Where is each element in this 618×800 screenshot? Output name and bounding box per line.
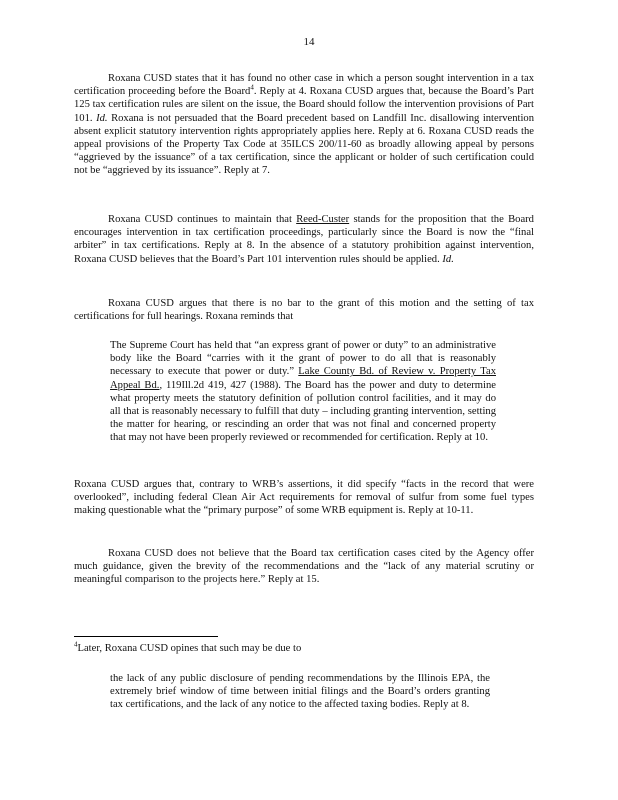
footnote-quote: the lack of any public disclosure of pending recommendations by the Illinois EPA, the extremely brief window of time between initial filings and the Board’s orders granting tax certifications, and the lack of any notice to the affected taxing bodies. Reply at 8. [110,673,490,711]
footnote-marker: 4 [74,640,78,649]
paragraph-text: stands for the proposition that the Board encourages intervention in tax certification proceedings, particularly since the Board is now the “final arbiter” in tax certifications. Reply at 8. In the absence of a statutory prohibition against intervention, Roxana CUSD believes that the Board’s Part 101 intervention rules should be applied. [74,214,534,265]
paragraph-reed-custer [74,213,534,266]
paragraph-text: Roxana CUSD states that it has found no other case in which a person sought intervention in a tax certification proceeding before the Board [74,73,534,98]
paragraph-wrb: Roxana CUSD argues that, contrary to WRB’s assertions, it did specify “facts in the record that were overlooked”, including federal Clean Air Act requirements for removal of sulfur from some fuel types making questionable what the “primary purpose” of some WRB equipment is. Reply at 10-11. [74,479,534,517]
page-number: 14 [303,36,315,48]
paragraph-text: Roxana is not persuaded that the Board precedent based on Landfill Inc. disallowing intervention absent explicit statutory intervention rights appropriately applies here. Reply at 6. Roxana CUSD reads the appeal provisions of the Property Tax Code at 35ILCS 200/11-60 as broadly allowing appeal by persons “aggrieved by the issuance” of a tax certification, since the applicant or holder of such certification could not be “aggrieved by its issuance”. Reply at 7. [74,112,535,177]
citation-id: Id. [96,112,108,124]
footnote [74,642,534,655]
paragraph-tax-cases: Roxana CUSD does not believe that the Board tax certification cases cited by the Agency offer much guidance, given the brevity of the recommendations and the “lack of any material scrutiny or meaningful comparison to the projects here.” Reply at 15. [74,548,534,586]
footnote-reference: 4 [250,83,254,92]
quote-text: The Supreme Court has held that “an express grant of power or duty” to an administrative body like the Board “carries with it the grant of power to do all that is reasonably necessary to execute that power or duty.” [110,340,496,378]
footnote-divider [74,636,218,637]
citation-id: Id. [442,253,454,265]
paragraph-no-bar: Roxana CUSD argues that there is no bar to the grant of this motion and the setting of tax certifications for full hearings. Roxana reminds that [74,298,534,323]
case-citation: Lake County Bd. of Review v. Property Tax Appeal Bd. [110,366,496,391]
paragraph-intervention [74,72,534,178]
quote-text: , 119Ill.2d 419, 427 (1988). The Board has the power and duty to determine what property meets the statutory definition of pollution control facilities, and it may do all that is reasonably necessary to fulfill that duty – including granting intervention, setting the matter for hearing, or rescinding an order that was not final and concerned property that may not have been properly reviewed or recommended for certification. Reply at 10. [110,379,496,444]
paragraph-text: Roxana CUSD continues to maintain that [108,214,292,225]
case-citation: Reed-Custer [296,214,350,225]
paragraph-text: . Reply at 4. Roxana CUSD argues that, because the Board’s Part 125 tax certification rules are silent on the issue, the Board should follow the intervention provisions of Part 101. [74,86,535,124]
block-quote [110,339,496,445]
footnote-intro: Later, Roxana CUSD opines that such may be due to [77,643,302,654]
